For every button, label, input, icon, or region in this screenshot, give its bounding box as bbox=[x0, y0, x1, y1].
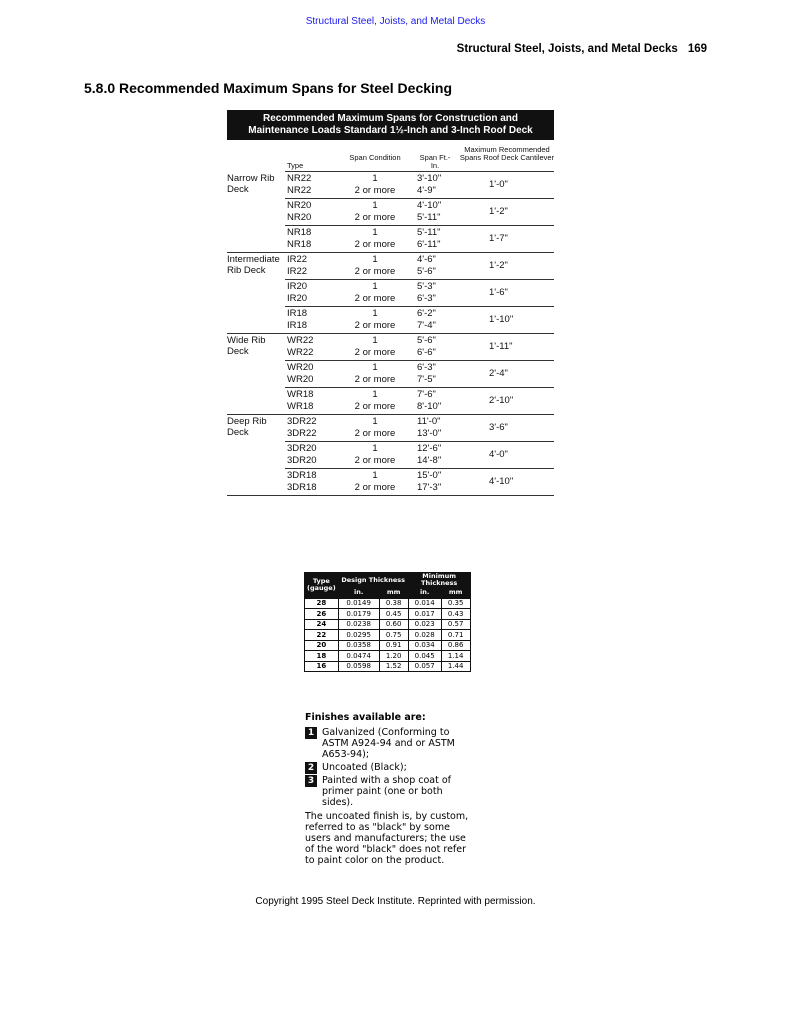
spans-table-banner bbox=[227, 110, 554, 140]
cantilever-value: 2'-4" bbox=[489, 368, 508, 379]
finish-number-badge: 2 bbox=[305, 762, 317, 774]
span-condition: 1 bbox=[372, 281, 378, 292]
gauge-type: 16 bbox=[305, 661, 339, 672]
span-condition: 2 or more bbox=[354, 320, 396, 331]
span-condition: 2 or more bbox=[354, 482, 396, 493]
deck-type: NR18 bbox=[287, 227, 312, 238]
span-pair bbox=[227, 307, 554, 334]
deck-type: IR20 bbox=[287, 281, 308, 292]
cantilever-value: 4'-10" bbox=[489, 476, 514, 487]
span-value: 7'-4" bbox=[417, 320, 436, 331]
gauge-col-minimum: Minimum Thickness bbox=[408, 573, 470, 588]
gauge-col-type: Type (gauge) bbox=[305, 573, 339, 599]
span-condition: 1 bbox=[372, 362, 378, 373]
cantilever-value: 4'-0" bbox=[489, 449, 508, 460]
design-in: 0.0598 bbox=[338, 661, 379, 672]
deck-type: IR20 bbox=[287, 293, 308, 304]
design-in: 0.0238 bbox=[338, 619, 379, 630]
design-in: 0.0149 bbox=[338, 598, 379, 609]
span-condition: 2 or more bbox=[354, 266, 396, 277]
deck-type: 3DR18 bbox=[287, 482, 317, 493]
deck-type: 3DR20 bbox=[287, 443, 317, 454]
span-value: 13'-0" bbox=[417, 428, 442, 439]
gauge-type: 20 bbox=[305, 640, 339, 651]
deck-type: 3DR18 bbox=[287, 470, 317, 481]
span-pair bbox=[227, 280, 554, 307]
copyright: Copyright 1995 Steel Deck Institute. Reprinted with permission. bbox=[255, 896, 536, 907]
span-pair bbox=[227, 172, 554, 199]
banner-line-1: Recommended Maximum Spans for Construction and bbox=[262, 113, 519, 124]
finish-item bbox=[305, 775, 475, 808]
design-in: 0.0295 bbox=[338, 630, 379, 641]
span-condition: 1 bbox=[372, 443, 378, 454]
cantilever-value: 2'-10" bbox=[489, 395, 514, 406]
finish-text: Uncoated (Black); bbox=[322, 762, 407, 773]
min-in: 0.017 bbox=[408, 609, 441, 620]
deck-type: 3DR20 bbox=[287, 455, 317, 466]
span-value: 5'-6" bbox=[417, 266, 436, 277]
min-mm: 1.14 bbox=[441, 651, 470, 662]
finish-item bbox=[305, 727, 475, 760]
span-condition: 2 or more bbox=[354, 212, 396, 223]
spans-table bbox=[227, 110, 554, 496]
span-value: 14'-8" bbox=[417, 455, 442, 466]
col-type: Type bbox=[287, 161, 304, 170]
deck-type: WR18 bbox=[287, 389, 314, 400]
finish-number-badge: 3 bbox=[305, 775, 317, 787]
col-span: Span Ft.-In. bbox=[419, 153, 451, 170]
gauge-type: 26 bbox=[305, 609, 339, 620]
gauge-row bbox=[305, 609, 471, 620]
span-condition: 2 or more bbox=[354, 374, 396, 385]
design-mm: 0.75 bbox=[379, 630, 408, 641]
deck-group-label: Intermediate Rib Deck bbox=[227, 254, 280, 276]
span-condition: 1 bbox=[372, 200, 378, 211]
min-in: 0.023 bbox=[408, 619, 441, 630]
running-title: Structural Steel, Joists, and Metal Decks bbox=[456, 43, 678, 55]
gauge-type: 28 bbox=[305, 598, 339, 609]
col-max: Maximum Recommended Spans Roof Deck Cantilever bbox=[459, 145, 555, 162]
span-pair bbox=[227, 199, 554, 226]
span-value: 17'-3" bbox=[417, 482, 442, 493]
deck-type: WR20 bbox=[287, 362, 314, 373]
gauge-unit-mm: mm bbox=[379, 588, 408, 599]
span-value: 8'-10" bbox=[417, 401, 442, 412]
cantilever-value: 1'-11" bbox=[489, 341, 513, 352]
span-pair bbox=[227, 361, 554, 388]
cantilever-value: 1'-2" bbox=[489, 206, 508, 217]
deck-type: 3DR22 bbox=[287, 416, 317, 427]
span-condition: 2 or more bbox=[354, 293, 396, 304]
gauge-row bbox=[305, 661, 471, 672]
span-value: 4'-9" bbox=[417, 185, 436, 196]
gauge-row bbox=[305, 598, 471, 609]
design-mm: 1.20 bbox=[379, 651, 408, 662]
span-condition: 1 bbox=[372, 389, 378, 400]
cantilever-value: 1'-7" bbox=[489, 233, 508, 244]
span-condition: 2 or more bbox=[354, 428, 396, 439]
running-header bbox=[457, 43, 707, 55]
span-pair bbox=[227, 442, 554, 469]
span-condition: 1 bbox=[372, 173, 378, 184]
design-in: 0.0179 bbox=[338, 609, 379, 620]
span-value: 5'-6" bbox=[417, 335, 436, 346]
span-value: 5'-11" bbox=[417, 212, 441, 223]
span-value: 5'-11" bbox=[417, 227, 441, 238]
gauge-unit-in: in. bbox=[338, 588, 379, 599]
top-link[interactable]: Structural Steel, Joists, and Metal Decks bbox=[305, 16, 486, 27]
span-value: 5'-3" bbox=[417, 281, 436, 292]
span-condition: 2 or more bbox=[354, 239, 396, 250]
span-value: 6'-6" bbox=[417, 347, 436, 358]
min-in: 0.028 bbox=[408, 630, 441, 641]
deck-type: WR22 bbox=[287, 335, 314, 346]
design-mm: 0.60 bbox=[379, 619, 408, 630]
deck-type: NR20 bbox=[287, 200, 312, 211]
gauge-table bbox=[304, 572, 471, 672]
span-condition: 2 or more bbox=[354, 185, 396, 196]
spans-table-header bbox=[227, 140, 554, 172]
design-in: 0.0474 bbox=[338, 651, 379, 662]
min-mm: 0.86 bbox=[441, 640, 470, 651]
span-value: 4'-6" bbox=[417, 254, 436, 265]
min-in: 0.014 bbox=[408, 598, 441, 609]
span-pair bbox=[227, 388, 554, 415]
gauge-row bbox=[305, 651, 471, 662]
span-condition: 1 bbox=[372, 416, 378, 427]
cantilever-value: 1'-10" bbox=[489, 314, 514, 325]
deck-type: WR18 bbox=[287, 401, 314, 412]
min-mm: 0.57 bbox=[441, 619, 470, 630]
deck-type: IR22 bbox=[287, 254, 308, 265]
deck-group-label: Deep Rib Deck bbox=[227, 416, 267, 438]
min-in: 0.034 bbox=[408, 640, 441, 651]
finish-text: Painted with a shop coat of primer paint (one or both sides). bbox=[322, 775, 452, 808]
gauge-type: 18 bbox=[305, 651, 339, 662]
cantilever-value: 1'-0" bbox=[489, 179, 508, 190]
min-mm: 0.43 bbox=[441, 609, 470, 620]
finish-number-badge: 1 bbox=[305, 727, 317, 739]
gauge-type: 24 bbox=[305, 619, 339, 630]
spans-table-body bbox=[227, 172, 554, 496]
span-condition: 1 bbox=[372, 254, 378, 265]
deck-type: 3DR22 bbox=[287, 428, 317, 439]
deck-type: NR18 bbox=[287, 239, 312, 250]
span-condition: 1 bbox=[372, 470, 378, 481]
span-value: 6'-3" bbox=[417, 293, 436, 304]
deck-type: NR22 bbox=[287, 173, 312, 184]
gauge-unit-in: in. bbox=[408, 588, 441, 599]
span-pair bbox=[227, 226, 554, 253]
span-condition: 1 bbox=[372, 335, 378, 346]
span-pair bbox=[227, 415, 554, 442]
span-value: 4'-10" bbox=[417, 200, 442, 211]
finish-item bbox=[305, 762, 475, 773]
span-condition: 1 bbox=[372, 227, 378, 238]
span-value: 6'-3" bbox=[417, 362, 436, 373]
gauge-row bbox=[305, 619, 471, 630]
deck-type: IR18 bbox=[287, 308, 308, 319]
span-value: 12'-6" bbox=[417, 443, 442, 454]
deck-type: NR20 bbox=[287, 212, 312, 223]
cantilever-value: 3'-6" bbox=[489, 422, 508, 433]
span-condition: 1 bbox=[372, 308, 378, 319]
span-condition: 2 or more bbox=[354, 347, 396, 358]
deck-type: NR22 bbox=[287, 185, 312, 196]
deck-type: WR22 bbox=[287, 347, 314, 358]
min-in: 0.045 bbox=[408, 651, 441, 662]
banner-line-2: Maintenance Loads Standard 1½-Inch and 3-Inch Roof Deck bbox=[248, 125, 533, 136]
col-condition: Span Condition bbox=[349, 153, 401, 162]
min-mm: 1.44 bbox=[441, 661, 470, 672]
span-value: 7'-5" bbox=[417, 374, 436, 385]
span-pair bbox=[227, 469, 554, 496]
gauge-type: 22 bbox=[305, 630, 339, 641]
gauge-row bbox=[305, 630, 471, 641]
span-pair bbox=[227, 253, 554, 280]
min-mm: 0.35 bbox=[441, 598, 470, 609]
design-mm: 0.91 bbox=[379, 640, 408, 651]
deck-type: IR22 bbox=[287, 266, 308, 277]
design-mm: 1.52 bbox=[379, 661, 408, 672]
gauge-col-design: Design Thickness bbox=[338, 573, 408, 588]
min-mm: 0.71 bbox=[441, 630, 470, 641]
gauge-unit-mm: mm bbox=[441, 588, 470, 599]
span-value: 15'-0" bbox=[417, 470, 442, 481]
span-value: 6'-2" bbox=[417, 308, 436, 319]
design-mm: 0.38 bbox=[379, 598, 408, 609]
deck-group-label: Narrow Rib Deck bbox=[227, 173, 275, 195]
finishes-heading: Finishes available are: bbox=[305, 712, 426, 723]
span-condition: 2 or more bbox=[354, 401, 396, 412]
cantilever-value: 1'-6" bbox=[489, 287, 508, 298]
span-value: 3'-10" bbox=[417, 173, 442, 184]
span-condition: 2 or more bbox=[354, 455, 396, 466]
design-in: 0.0358 bbox=[338, 640, 379, 651]
span-value: 7'-6" bbox=[417, 389, 436, 400]
span-pair bbox=[227, 334, 554, 361]
deck-type: IR18 bbox=[287, 320, 308, 331]
section-title: 5.8.0 Recommended Maximum Spans for Steel Decking bbox=[84, 80, 453, 96]
span-value: 11'-0" bbox=[417, 416, 441, 427]
span-value: 6'-11" bbox=[417, 239, 441, 250]
min-in: 0.057 bbox=[408, 661, 441, 672]
cantilever-value: 1'-2" bbox=[489, 260, 508, 271]
gauge-row bbox=[305, 640, 471, 651]
design-mm: 0.45 bbox=[379, 609, 408, 620]
deck-group-label: Wide Rib Deck bbox=[227, 335, 266, 357]
finishes-note: The uncoated finish is, by custom, referred to as "black" by some users and manufacturers; the use of the word "black" does not refer to paint color on the product. bbox=[305, 811, 469, 866]
deck-type: WR20 bbox=[287, 374, 314, 385]
finish-text: Galvanized (Conforming to ASTM A924-94 and or ASTM A653-94); bbox=[322, 727, 455, 760]
page-number: 169 bbox=[687, 43, 707, 55]
finishes-block bbox=[305, 712, 475, 866]
